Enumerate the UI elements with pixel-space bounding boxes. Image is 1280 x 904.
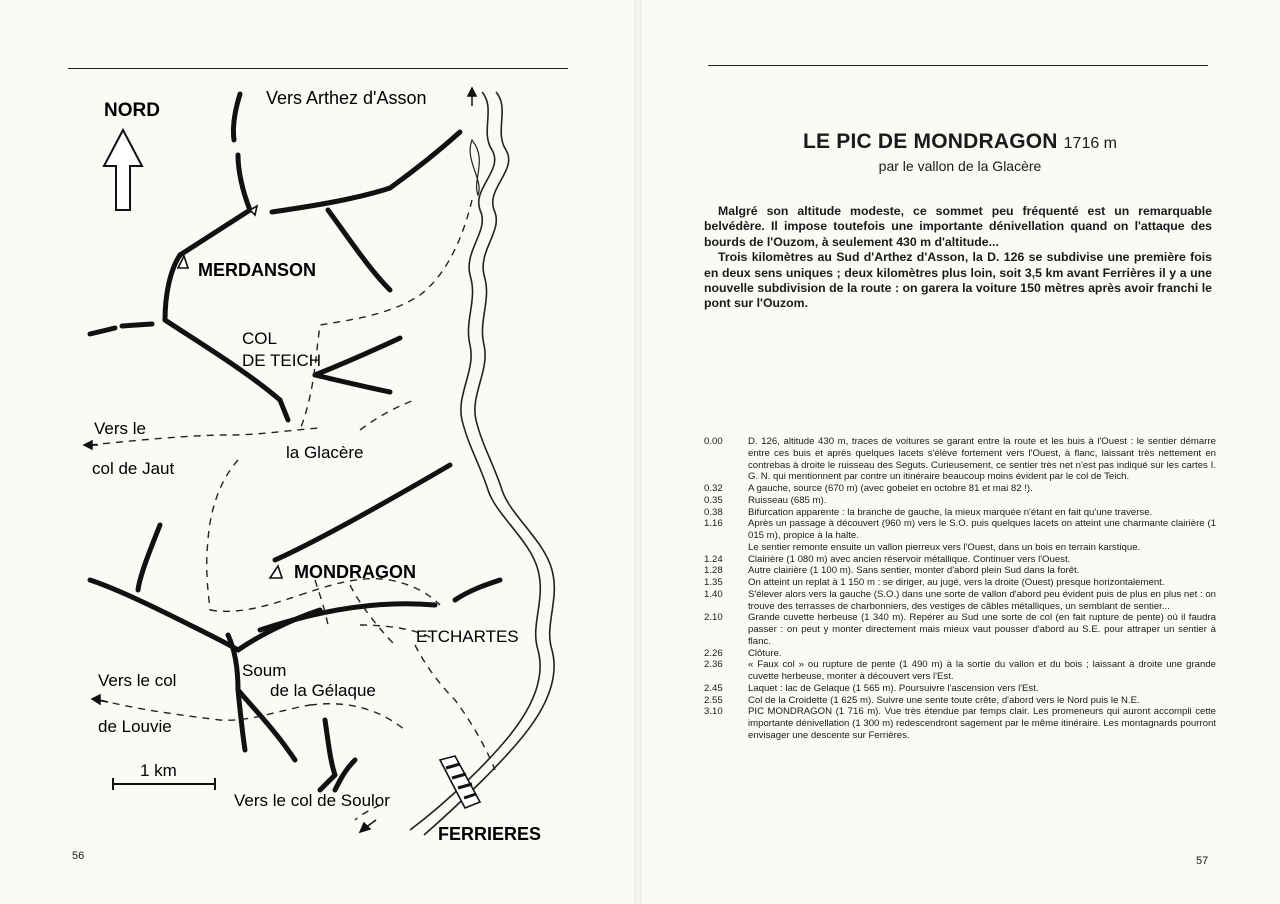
label-vers-le-col: Vers le col [98,671,177,690]
itinerary-step [704,695,1216,707]
label-soum: Soum [242,661,287,680]
itinerary-step [704,554,1216,566]
label-de-teich: DE TEICH [242,351,322,370]
step-text: Après un passage à découvert (960 m) vers le S.O. puis quelques lacets on atteint une charmante clairière (1 015 m), propice à la halte. [748,518,1216,541]
step-text: Le sentier remonte ensuite un vallon pierreux vers l'Ouest, dans un bois en terrain karstique. [748,541,1141,553]
itinerary-step [704,706,1216,741]
title-block [700,130,1220,174]
label-de-louvie: de Louvie [98,717,172,736]
summit-altitude: 1716 m [1063,135,1118,152]
page-subtitle: par le vallon de la Glacère [878,158,1042,174]
intro-text [704,204,1212,312]
step-text: D. 126, altitude 430 m, traces de voitures se garant entre la route et les buis à l'Ouest : le sentier démarre entre ces buis et après quelques lacets s'élève fortement vers l'Ouest, à flanc, laissant très nettement en contrebas à droite le ruisseau des Seguts. Curieusement, ce sentier très net n'est pas indiqué sur les cartes I. G. N. qui mentionnent par contre un itinéraire beaucoup moins évident par le col de Teich. [748,436,1216,483]
label-la-glacere: la Glacère [286,443,364,462]
itinerary-step [704,518,1216,542]
step-time: 2.10 [704,612,723,624]
label-de-la-gelaque: de la Gélaque [270,681,376,700]
river-ouzom [410,92,554,835]
label-col: COL [242,329,277,348]
step-time: 2.36 [704,659,723,671]
label-vers-soulor: Vers le col de Soulor [234,791,390,810]
step-text: A gauche, source (670 m) (avec gobelet en octobre 81 et mai 82 !). [748,483,1033,494]
label-vers-arthez: Vers Arthez d'Asson [266,88,427,108]
label-merdanson: MERDANSON [198,260,317,280]
itinerary-step [704,507,1216,519]
label-col-de-jaut: col de Jaut [92,459,175,478]
step-time: 0.38 [704,506,723,518]
book-gutter [634,0,642,904]
step-text: On atteint un replat à 1 150 m : se diriger, au jugé, vers la droite (Ouest) presque horizontalement. [748,577,1165,588]
step-time: 0.00 [704,436,723,447]
route-map [60,70,560,860]
itinerary-step [704,589,1216,613]
right-top-rule [708,65,1208,66]
step-time: 2.26 [704,647,723,659]
label-scale: 1 km [140,761,177,780]
left-top-rule [68,68,568,69]
step-text: Bifurcation apparente : la branche de gauche, la mieux marquée n'étant en fait qu'une traverse. [748,506,1153,518]
step-text: Autre clairière (1 100 m). Sans sentier, monter d'abord plein Sud dans la forêt. [748,565,1080,577]
itinerary-step [704,648,1216,660]
itinerary-step [704,542,1216,554]
itinerary-step [704,612,1216,647]
itinerary-step [704,577,1216,589]
step-text: Clairière (1 080 m) avec ancien réservoir métallique. Continuer vers l'Ouest. [748,553,1071,565]
step-time: 0.32 [704,483,723,494]
step-time: 3.10 [704,706,723,718]
label-vers-le-jaut: Vers le [94,419,146,438]
step-time: 2.55 [704,694,723,706]
itinerary-step [704,483,1216,495]
label-ferrieres: FERRIERES [438,824,542,844]
step-text: Clôture. [748,647,782,659]
label-mondragon: MONDRAGON [294,562,416,582]
page-number-left: 56 [72,850,85,862]
step-time: 1.35 [704,577,723,588]
page-title: LE PIC DE MONDRAGON [802,130,1058,153]
north-label: NORD [104,100,160,121]
step-time: 1.16 [704,518,723,530]
step-text: PIC MONDRAGON (1 716 m). Vue très étendue par temps clair. Les promeneurs qui auront accompli cette importante dénivellation (1 300 m) redescendront sagement par le même itinéraire. Les montagnards pourront envisager une descente sur Ferrières. [748,706,1216,741]
step-text: Grande cuvette herbeuse (1 340 m). Repérer au Sud une sorte de col (en fait rupture de pente) où il faudra passer : on peut y monter directement mais mieux vaut pousser d'abord au S.E. pour attraper un sentier à flanc. [748,612,1216,647]
step-time: 1.24 [704,553,723,565]
step-time: 0.35 [704,494,723,506]
intro-paragraph: Malgré son altitude modeste, ce sommet peu fréquenté est un remarquable belvédère. Il impose toutefois une importante dénivellation quand on l'attaque des bourds de l'Ouzom, à seulement 430 m d'altitude... [704,204,1212,249]
step-text: Laquet : lac de Gelaque (1 565 m). Poursuivre l'ascension vers l'Est. [748,682,1039,694]
itinerary-step [704,436,1216,483]
label-etchartes: ETCHARTES [416,627,519,646]
step-time [704,542,748,554]
itinerary-step [704,659,1216,683]
step-time: 1.28 [704,565,723,577]
itinerary-step [704,495,1216,507]
step-text: Ruisseau (685 m). [748,494,827,506]
step-time: 2.45 [704,682,723,694]
step-text: « Faux col » ou rupture de pente (1 490 m) à la sortie du vallon et du bois ; laissant à droite une grande cuvette herbeuse, monter à découvert vers l'Est. [748,659,1216,682]
page-number-right: 57 [1196,855,1209,867]
north-arrow-icon [104,130,142,210]
itinerary-list [704,436,1216,742]
itinerary-step [704,565,1216,577]
intro-paragraph: Trois kilomètres au Sud d'Arthez d'Asson, la D. 126 se subdivise une première fois en deux sens uniques ; deux kilomètres plus loin, soit 3,5 km avant Ferrières il y a une nouvelle subdivision de la route : on garera la voiture 150 mètres après avoir franchi le pont sur l'Ouzom. [704,250,1212,311]
itinerary-step [704,683,1216,695]
step-time: 1.40 [704,588,723,600]
step-text: Col de la Croidette (1 625 m). Suivre une sente toute crête, d'abord vers le Nord puis le N.E. [748,694,1140,706]
step-text: S'élever alors vers la gauche (S.O.) dans une sorte de vallon d'abord peu évident puis de plus en plus net : on trouve des terrasses de charbonniers, des vestiges de câbles métalliques, un semblant de sentier... [748,588,1216,612]
